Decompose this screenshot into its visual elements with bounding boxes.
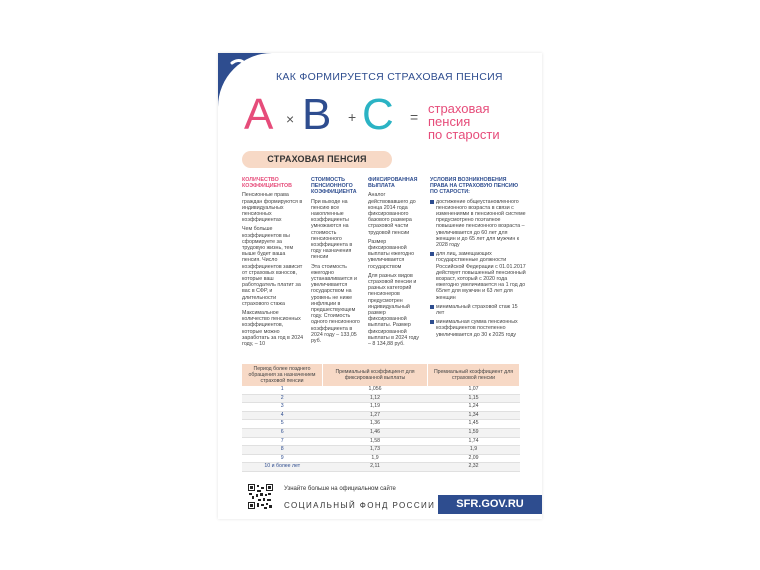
condition-text: минимальный страховой стаж 15 лет — [436, 303, 518, 317]
formula-equals: = — [410, 109, 419, 125]
formula-plus: + — [348, 109, 357, 125]
qr-code-icon — [248, 484, 273, 509]
table-header: Премиальный коэффициент для страховой пенсии — [428, 364, 520, 386]
table-row — [242, 454, 520, 463]
condition-item — [430, 251, 526, 301]
column-pension-conditions — [430, 177, 526, 341]
table-row — [242, 446, 520, 455]
condition-item — [430, 199, 526, 249]
table-cell-pension-coef: 1,45 — [428, 420, 520, 429]
table-cell-period: 3 — [242, 403, 323, 412]
table-cell-fixed-coef: 1,36 — [323, 420, 428, 429]
table-header: Премиальный коэффициент для фиксированной выплаты — [323, 364, 428, 386]
table-cell-fixed-coef: 2,11 — [323, 463, 428, 472]
table-row — [242, 420, 520, 429]
table-row — [242, 403, 520, 412]
table-cell-fixed-coef: 1,46 — [323, 428, 428, 437]
table-cell-pension-coef: 1,59 — [428, 428, 520, 437]
poster-sheet — [218, 53, 542, 519]
formula-letter-c: C — [362, 90, 394, 139]
formula-times: × — [286, 111, 295, 127]
table-cell-pension-coef: 1,07 — [428, 386, 520, 394]
table-cell-fixed-coef: 1,12 — [323, 394, 428, 403]
table-cell-fixed-coef: 1,9 — [323, 454, 428, 463]
table-row — [242, 411, 520, 420]
formula-letter-a: A — [244, 90, 274, 139]
table-row — [242, 394, 520, 403]
fund-name: СОЦИАЛЬНЫЙ ФОНД РОССИИ — [284, 501, 436, 510]
poster-title: КАК ФОРМИРУЕТСЯ СТРАХОВАЯ ПЕНСИЯ — [276, 71, 503, 83]
table-cell-pension-coef: 1,9 — [428, 446, 520, 455]
table-cell-fixed-coef: 1,27 — [323, 411, 428, 420]
table-header-row — [242, 364, 520, 386]
column-paragraph: Максимальное количество пенсионных коэффициентов, которые можно заработать за год в 2024 году, – 10 — [242, 310, 304, 348]
section-pill: СТРАХОВАЯ ПЕНСИЯ — [242, 151, 392, 168]
condition-text: для лиц, замещающих государственные должности Российской Федерации с 01.01.2017 действует повышенный пенсионный возраст, который с 2020 года ежегодно увеличивается на 1 год до 65лет для мужчин и 63 лет для женщин — [436, 251, 526, 301]
table-cell-period: 6 — [242, 428, 323, 437]
table-cell-period: 5 — [242, 420, 323, 429]
condition-text: достижение общеустановленного пенсионного возраста в связи с изменениями в пенсионной системе предусмотрено поэтапное повышение пенсионного возраста – увеличивается до 60 лет для женщин и до 65 лет для мужчин к 2028 году — [436, 198, 526, 249]
table-cell-pension-coef: 2,32 — [428, 463, 520, 472]
column-paragraph: Размер фиксированной выплаты ежегодно увеличивается государством — [368, 238, 415, 270]
table-row — [242, 463, 520, 472]
formula-result-line: пенсия — [428, 114, 471, 129]
table-cell-pension-coef: 2,09 — [428, 454, 520, 463]
table-cell-period: 10 и более лет — [242, 463, 323, 472]
table-cell-fixed-coef: 1,73 — [323, 446, 428, 455]
table-cell-period: 8 — [242, 446, 323, 455]
column-paragraph: При выходе на пенсию все накопленные коэффициенты умножаются на стоимость пенсионного коэффициента в году назначения пенсии — [311, 198, 353, 261]
column-coefficient-cost — [311, 177, 361, 347]
table-header: Период более позднего обращения за назначением страховой пенсии — [242, 364, 323, 386]
table-row — [242, 437, 520, 446]
table-cell-pension-coef: 1,74 — [428, 437, 520, 446]
condition-item — [430, 319, 526, 338]
official-site-note: Узнайте больше на официальном сайте — [284, 486, 396, 492]
formula-letter-b: B — [302, 90, 332, 139]
column-paragraph: Пенсионные права граждан формируются в индивидуальных пенсионных коэффициентах — [242, 192, 303, 224]
table-row — [242, 428, 520, 437]
site-link-button[interactable]: SFR.GOV.RU — [438, 495, 542, 514]
formula-result — [428, 102, 500, 141]
premium-coefficients-table — [242, 364, 520, 472]
formula-result-line: по старости — [428, 127, 500, 142]
column-heading: ФИКСИРОВАННАЯ ВЫПЛАТА — [368, 177, 418, 190]
column-heading: КОЛИЧЕСТВО КОЭФФИЦИЕНТОВ — [242, 177, 292, 190]
table-cell-fixed-coef: 1,056 — [323, 386, 428, 394]
column-paragraph: Для разных видов страховой пенсии и разных категорий пенсионеров предусмотрен индивидуальный размер фиксированной выплаты. Размер фиксированной выплаты в 2024 году – 8 134,88 руб. — [368, 272, 420, 348]
table-cell-fixed-coef: 1,19 — [323, 403, 428, 412]
column-heading: СТОИМОСТЬ ПЕНСИОННОГО КОЭФФИЦИЕНТА — [311, 177, 357, 196]
column-coefficients-count — [242, 177, 304, 350]
condition-text: минимальная сумма пенсионных коэффициентов постепенно увеличивается до 30 к 2025 году — [436, 319, 518, 338]
condition-item — [430, 304, 526, 316]
table-cell-pension-coef: 1,24 — [428, 403, 520, 412]
column-heading: УСЛОВИЯ ВОЗНИКНОВЕНИЯ ПРАВА НА СТРАХОВУЮ ПЕНСИЮ ПО СТАРОСТИ: — [430, 177, 519, 196]
formula-result-line: страховая — [428, 101, 490, 116]
column-paragraph: Аналог действовавшего до конца 2014 года фиксированного базового размера страховой части трудовой пенсии — [368, 192, 416, 236]
table-cell-period: 4 — [242, 411, 323, 420]
column-paragraph: Чем больше коэффициентов вы сформируете за трудовую жизнь, тем выше будет ваша пенсия. Число коэффициентов зависит от страховых взносов, которые ваш работодатель платит за вас в СФР, и длительности страхового стажа — [242, 226, 303, 307]
column-fixed-payment — [368, 177, 423, 350]
table-cell-period: 7 — [242, 437, 323, 446]
table-row — [242, 386, 520, 394]
table-cell-period: 2 — [242, 394, 323, 403]
table-cell-fixed-coef: 1,58 — [323, 437, 428, 446]
table-cell-period: 1 — [242, 386, 323, 394]
table-cell-period: 9 — [242, 454, 323, 463]
column-paragraph: Эта стоимость ежегодно устанавливается и увеличивается государством на уровень не ниже инфляции в предшествующем году. Стоимость одного пенсионного коэффициента в 2024 году – 133,05 руб. — [311, 263, 360, 345]
table-cell-pension-coef: 1,15 — [428, 394, 520, 403]
table-cell-pension-coef: 1,34 — [428, 411, 520, 420]
